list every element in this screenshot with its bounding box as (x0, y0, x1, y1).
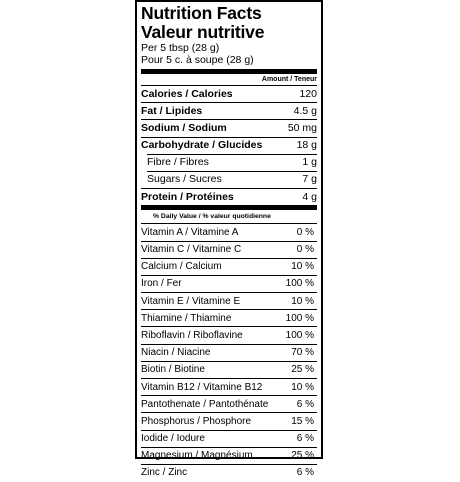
nutrient-value: 1 g (302, 156, 317, 169)
vitamin-value: 100 % (285, 312, 314, 324)
nutrient-label: Fat / Lipides (141, 104, 203, 117)
vitamin-label: Magnesium / Magnésium (141, 450, 253, 462)
vitamin-value: 70 % (291, 347, 314, 359)
vitamin-label: Vitamin C / Vitamine C (141, 244, 242, 255)
amount-header: Amount / Teneur (261, 76, 317, 83)
serving-size-english: Per 5 tbsp (28 g) (141, 42, 220, 54)
vitamin-label: Phosphorus / Phosphore (141, 415, 252, 427)
vitamin-value: 15 % (291, 415, 314, 427)
daily-value-header: % Daily Value / % valeur quotidienne (153, 213, 271, 221)
vitamin-label: Iron / Fer (141, 278, 182, 290)
nutrient-label: Protein / Protéines (141, 190, 234, 203)
vitamin-row (141, 309, 317, 326)
vitamin-value: 0 % (296, 226, 314, 238)
vitamin-value: 6 % (296, 467, 314, 479)
vitamin-value: 25 % (291, 364, 314, 376)
vitamin-value: 6 % (296, 433, 314, 445)
vitamin-row (141, 344, 317, 361)
nutrient-label: Fibre / Fibres (147, 156, 209, 169)
nutrient-row-protein (141, 188, 317, 205)
vitamin-row (141, 241, 317, 258)
vitamin-label: Vitamin B12 / Vitamine B12 (141, 381, 263, 393)
vitamin-row (141, 326, 317, 343)
nutrient-value: 4.5 g (293, 104, 317, 117)
vitamin-row (141, 275, 317, 292)
vitamin-label: Calcium / Calcium (141, 261, 222, 273)
nutrient-label: Carbohydrate / Glucides (141, 139, 263, 152)
nutrition-facts-panel (135, 0, 323, 479)
vitamin-label: Vitamin E / Vitamine E (141, 295, 241, 307)
nutrient-value: 18 g (296, 139, 317, 152)
vitamin-row (141, 395, 317, 412)
nutrient-row-fibre (147, 154, 317, 171)
nutrient-label: Sodium / Sodium (141, 121, 227, 134)
nutrient-row-fat (141, 102, 317, 119)
title-english: Nutrition Facts (141, 3, 262, 23)
vitamin-row (141, 258, 317, 275)
title-french: Valeur nutritive (141, 22, 265, 42)
vitamin-value: 0 % (296, 244, 314, 255)
vitamin-value: 10 % (291, 295, 314, 307)
nutrient-row-sugars (147, 171, 317, 188)
vitamin-row (141, 361, 317, 378)
vitamin-value: 10 % (291, 381, 314, 393)
vitamin-value: 100 % (285, 329, 314, 341)
nutrient-label: Sugars / Sucres (147, 173, 222, 186)
vitamin-row (141, 447, 317, 464)
nutrient-value: 120 (299, 87, 317, 100)
vitamin-value: 10 % (291, 261, 314, 273)
vitamin-row (141, 430, 317, 447)
nutrient-label: Calories / Calories (141, 87, 233, 100)
nutrient-row-sodium (141, 119, 317, 136)
vitamin-row (141, 292, 317, 309)
vitamin-label: Zinc / Zinc (141, 467, 188, 479)
vitamin-label: Biotin / Biotine (141, 364, 205, 376)
vitamin-value: 25 % (291, 450, 314, 462)
vitamin-label: Vitamin A / Vitamine A (141, 226, 239, 238)
vitamin-row (141, 223, 317, 240)
vitamin-row (141, 412, 317, 429)
vitamin-row (141, 464, 317, 481)
nutrient-row-carbohydrate (141, 137, 317, 154)
vitamin-value: 100 % (285, 278, 314, 290)
vitamin-value: 6 % (296, 398, 314, 410)
serving-size-french: Pour 5 c. à soupe (28 g) (141, 54, 254, 66)
vitamin-label: Thiamine / Thiamine (141, 312, 232, 324)
vitamin-label: Riboflavin / Riboflavine (141, 329, 243, 341)
vitamin-label: Niacin / Niacine (141, 347, 211, 359)
vitamin-label: Iodide / Iodure (141, 433, 205, 445)
nutrient-value: 4 g (302, 190, 317, 203)
nutrient-row-calories (141, 85, 317, 102)
vitamin-label: Pantothenate / Pantothénate (141, 398, 269, 410)
vitamin-row (141, 378, 317, 395)
nutrient-value: 50 mg (287, 121, 317, 134)
nutrient-value: 7 g (302, 173, 317, 186)
